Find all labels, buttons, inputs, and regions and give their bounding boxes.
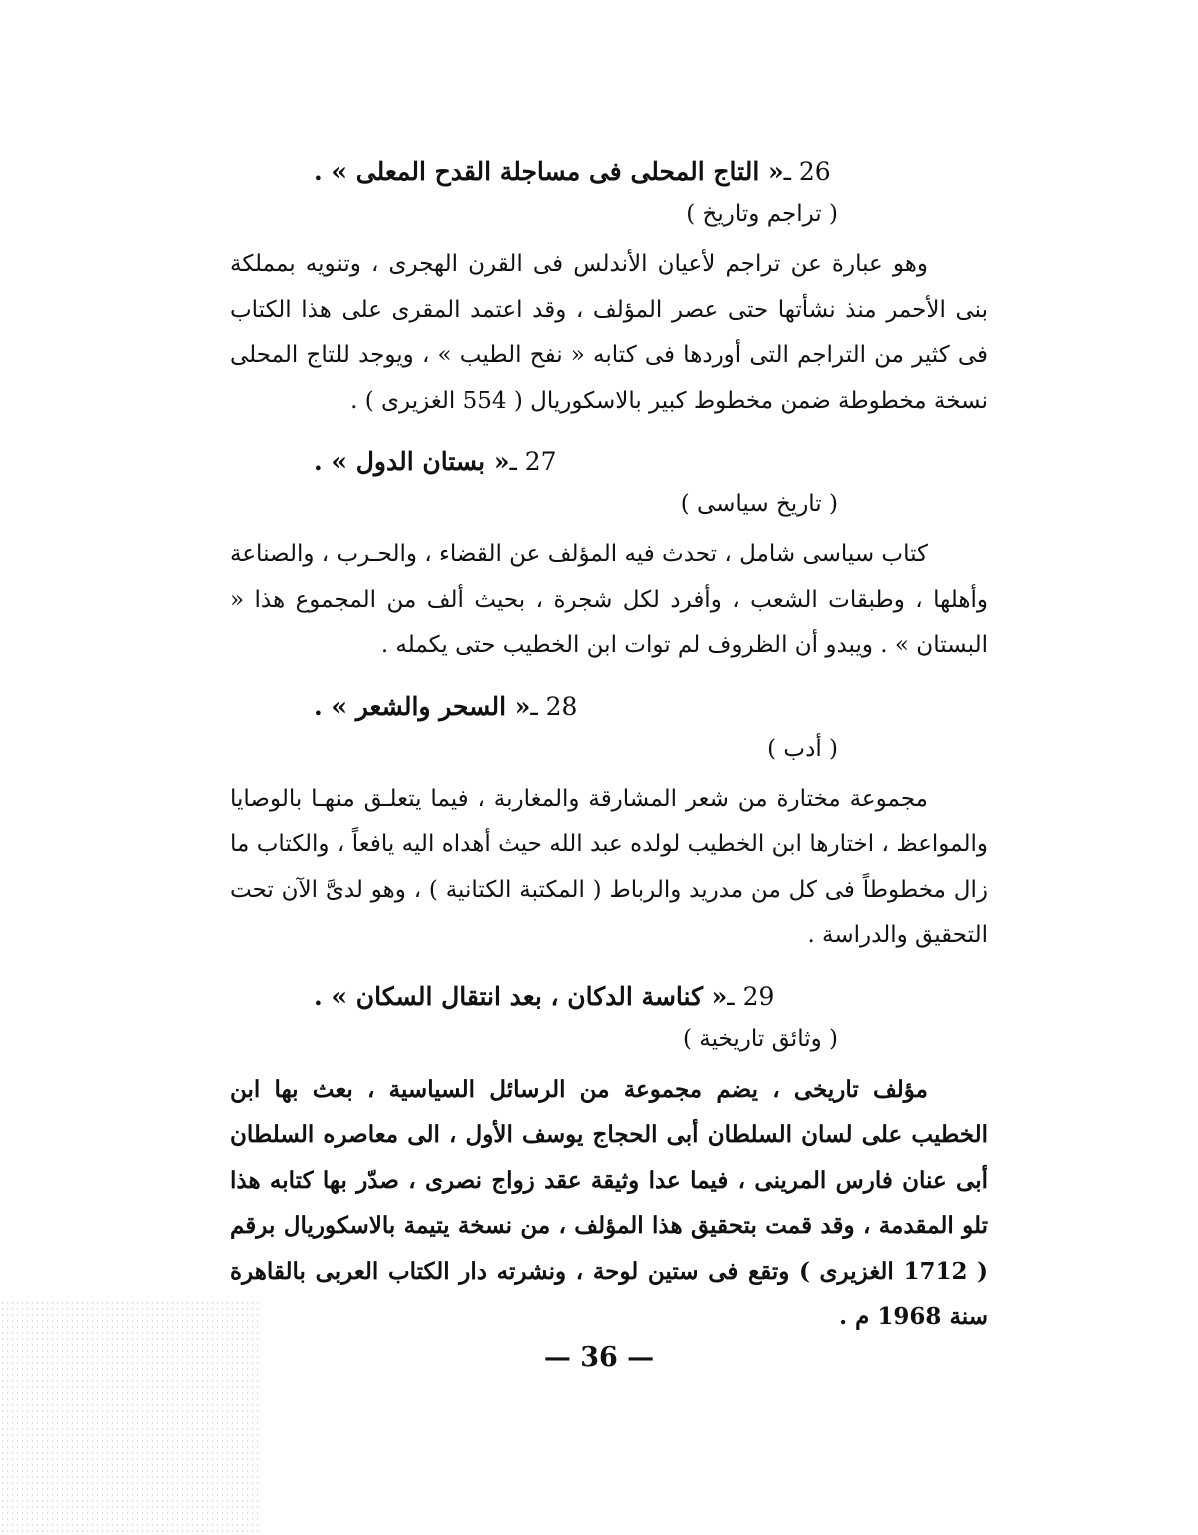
entry-paragraph: مجموعة مختارة من شعر المشارقة والمغاربة ، فيما يتعلـق منهـا بالوصايا والمواعظ ، اختارها ابن الخطيب لولده عبد الله حيث أهداه اليه يافعاً ، والكتاب ما زال مخطوطاً فى كل من مدريد والرباط ( المكتبة الكتانية ) ، وهو لدىَّ الآن تحت التحقيق والدراسة . [230,785,988,948]
entry-body [230,1067,988,1340]
entry-paragraph: وهو عبارة عن تراجم لأعيان الأندلس فى القرن الهجرى ، وتنويه بمملكة بنى الأحمر منذ نشأتها حتى عصر المؤلف ، وقد اعتمد المقرى على هذا الكتاب فى كثير من التراجم التى أوردها فى كتابه « نفح الطيب » ، ويوجد للتاج المحلى نسخة مخطوطة ضمن مخطوط كبير بالاسكوريال ( 554 الغزيرى ) . [230,251,988,414]
entry-heading [230,975,988,1019]
page-number: — 36 — [543,1342,655,1373]
scan-noise [0,1300,260,1535]
entry-title: « كناسة الدكان ، بعد انتقال السكان » . [314,981,728,1011]
entry-paragraph: مؤلف تاريخى ، يضم مجموعة من الرسائل السياسية ، بعث بها ابن الخطيب على لسان السلطان أبى الحجاج يوسف الأول ، الى معاصره السلطان أبى عنان فارس المرينى ، فيما عدا وثيقة عقد زواج نصرى ، صدّر بها كتابه هذا تلو المقدمة ، وقد قمت بتحقيق هذا المؤلف ، من نسخة يتيمة بالاسكوريال برقم ( 1712 الغزيرى ) وتقع فى ستين لوحة ، ونشرته دار الكتاب العربى بالقاهرة سنة 1968 م . [230,1075,988,1330]
entry-heading [230,685,988,729]
entry-body [230,242,988,424]
entry-body [230,532,988,669]
entry-heading [230,150,988,194]
entry-genre: ( تاريخ سياسى ) [680,491,838,517]
entry-number: 27 ـ [509,447,557,476]
entry-29 [230,975,988,1340]
entry-26 [230,150,988,424]
entry-title: « التاج المحلى فى مساجلة القدح المعلى » . [314,157,784,186]
entry-genre: ( وثائق تاريخية ) [682,1025,838,1052]
entry-28 [230,685,988,959]
entry-number: 29 ـ [727,981,775,1011]
document-page [230,150,988,1356]
entry-number: 28 ـ [530,691,578,721]
entry-genre: ( أدب ) [767,735,838,762]
entry-number: 26 ـ [783,157,831,186]
entry-body [230,777,988,959]
entry-heading [230,440,988,484]
entry-title: « بستان الدول » . [314,447,510,476]
entry-paragraph: كتاب سياسى شامل ، تحدث فيه المؤلف عن القضاء ، والحـرب ، والصناعة وأهلها ، وطبقات الشعب ، وأفرد لكل شجرة ، بحيث ألف من المجموع هذا « البستان » . ويبدو أن الظروف لم توات ابن الخطيب حتى يكمله . [230,541,988,658]
entry-title: « السحر والشعر » . [314,691,531,721]
entry-genre: ( تراجم وتاريخ ) [686,201,838,227]
entry-27 [230,440,988,669]
